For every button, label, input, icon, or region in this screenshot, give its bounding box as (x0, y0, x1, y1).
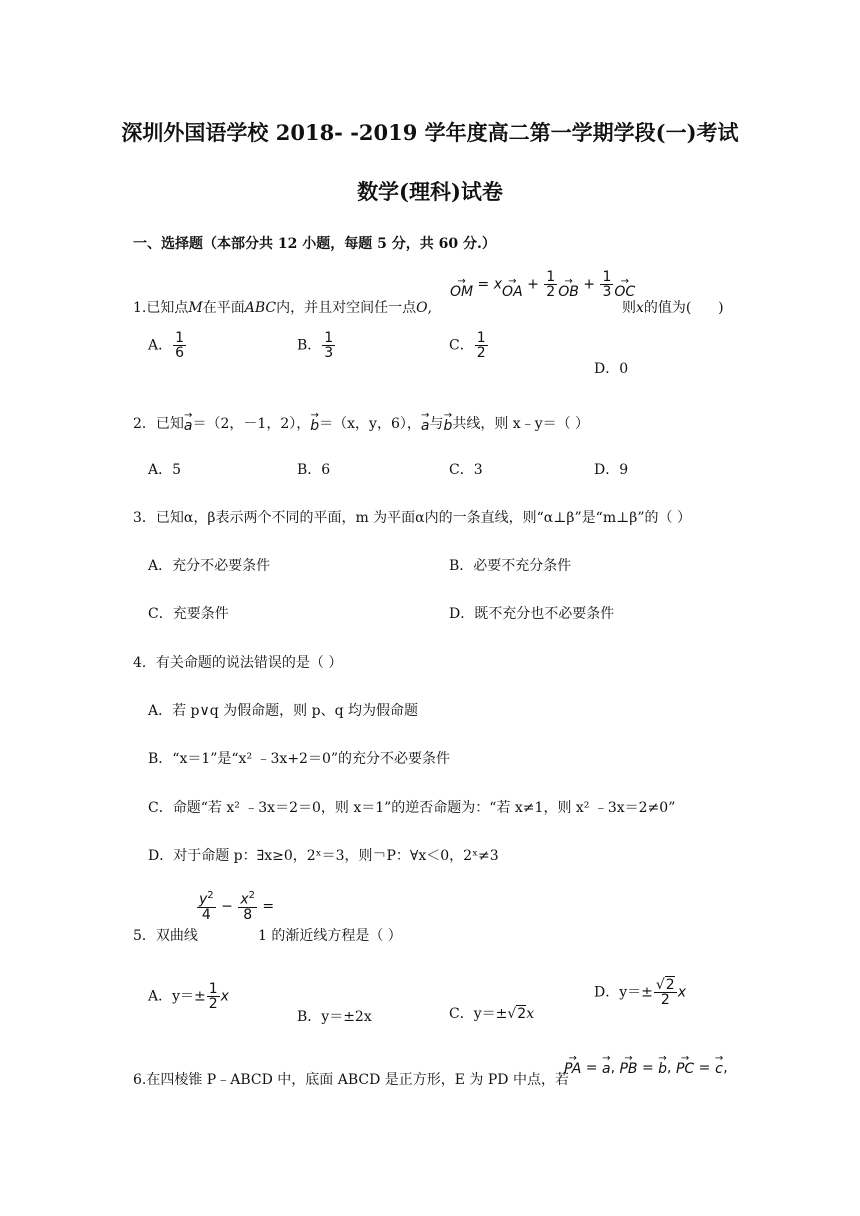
option-4a[interactable]: A．若 p∨q 为假命题，则 p、q 均为假命题 (148, 703, 419, 719)
option-1d[interactable]: D．0 (594, 361, 629, 377)
section-heading: 一、选择题（本部分共 12 小题，每题 5 分，共 60 分.） (133, 236, 496, 252)
option-2a[interactable]: A．5 (148, 462, 182, 478)
option-1a[interactable]: A． $\frac{1}{6}$ (148, 330, 185, 361)
page-subtitle: 数学(理科)试卷 (357, 179, 503, 204)
option-4b[interactable]: B．“x＝1”是“x² ﹣3x+2＝0”的充分不必要条件 (148, 751, 451, 767)
question-1-tail: 则x的值为( ) (622, 300, 724, 316)
question-4: 4．有关命题的说法错误的是（ ） (133, 655, 343, 671)
option-2b[interactable]: B．6 (297, 462, 331, 478)
option-1c[interactable]: C． $\frac{1}{2}$ (449, 330, 486, 361)
option-5d[interactable]: D．y＝± $\frac{√2}{2}$ x (594, 977, 687, 1008)
question-2: 2．已知 → a ＝（2，－1，2）， → b ＝（x，y，6）， → a 与 → b 共线，则 x﹣y＝（ ） (133, 410, 590, 434)
option-5b[interactable]: B．y＝±2x (297, 1009, 372, 1025)
question-5: 5．双曲线 (133, 928, 198, 944)
option-3c[interactable]: C．充要条件 (148, 606, 229, 622)
option-1b[interactable]: B． $\frac{1}{3}$ (297, 330, 334, 361)
question-1: 1.已知点M在平面ABC内，并且对空间任一点O, (133, 300, 433, 316)
question-5-tail: 1 的渐近线方程是（ ） (258, 928, 402, 944)
vector-definitions: → PA = → a , → PB = → b , → PC = → c , (564, 1053, 728, 1077)
vector-equation: → OM = x → OA + $\frac{1}{2}$ → OB + $\frac{1}{3}$ → OC (450, 269, 636, 300)
option-4d[interactable]: D．对于命题 p：∃x≥0，2ˣ＝3，则￢P：∀x＜0，2ˣ≠3 (148, 848, 499, 864)
hyperbola-equation: $\frac{y^2}{4}$ − $\frac{x^2}{8}$ = (199, 890, 275, 923)
option-3d[interactable]: D．既不充分也不必要条件 (449, 606, 615, 622)
option-3b[interactable]: B．必要不充分条件 (449, 558, 572, 574)
page-title: 深圳外国语学校 2018- -2019 学年度高二第一学期学段(一)考试 (121, 120, 739, 145)
option-5c[interactable]: C．y＝±√2x (449, 1006, 535, 1022)
option-4c[interactable]: C．命题“若 x² ﹣3x＝2＝0，则 x＝1”的逆否命题为：“若 x≠1，则 x² ﹣3x＝2≠0” (148, 800, 676, 816)
option-3a[interactable]: A．充分不必要条件 (148, 558, 271, 574)
question-3: 3．已知α，β表示两个不同的平面，m 为平面α内的一条直线，则“α⊥β”是“m⊥β”的（ ） (133, 510, 691, 526)
option-5a[interactable]: A．y＝± $\frac{1}{2}$ x (148, 981, 229, 1012)
option-2c[interactable]: C．3 (449, 462, 483, 478)
option-2d[interactable]: D．9 (594, 462, 629, 478)
question-6: 6.在四棱锥 P﹣ABCD 中，底面 ABCD 是正方形，E 为 PD 中点，若 (133, 1072, 569, 1088)
